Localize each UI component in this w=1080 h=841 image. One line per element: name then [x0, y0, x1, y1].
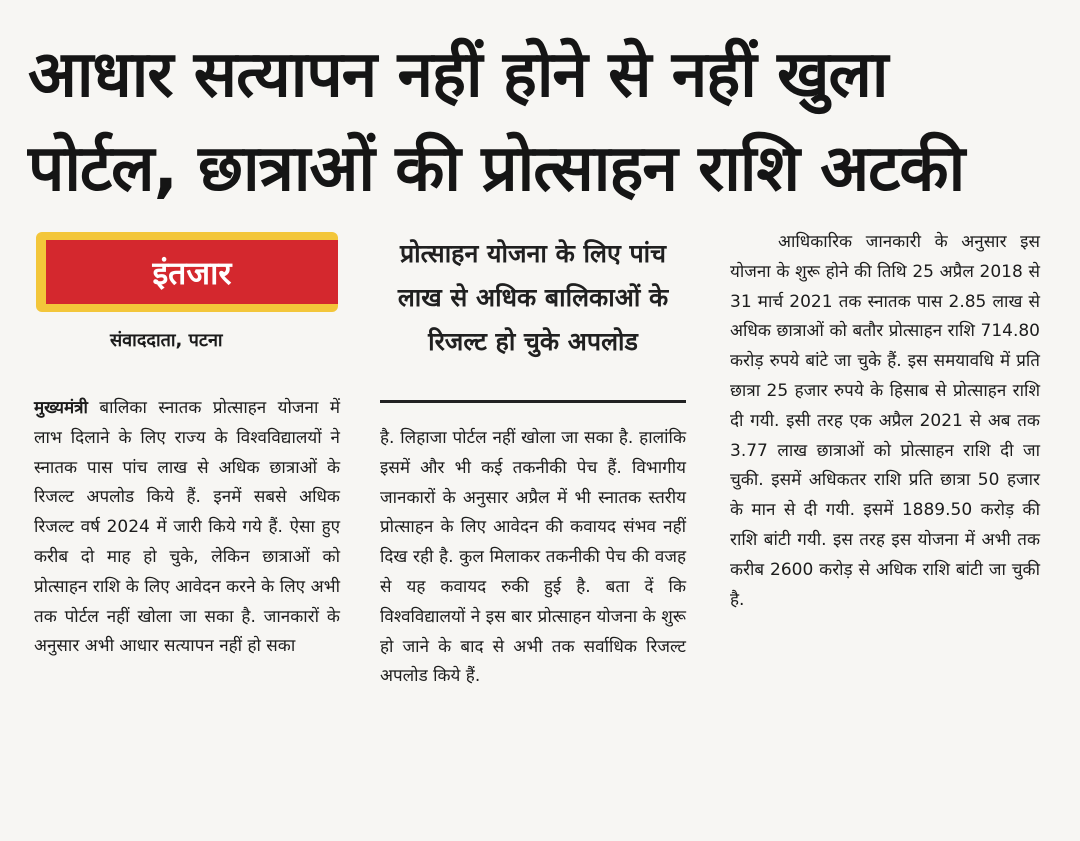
headline-line-1: आधार सत्यापन नहीं होने से नहीं खुला [28, 38, 888, 112]
byline: संवाददाता, पटना [110, 330, 223, 351]
article-column-2 [380, 424, 686, 692]
section-tag: इंतजार [46, 240, 338, 304]
column-3-text: आधिकारिक जानकारी के अनुसार इस योजना के शुरू होने की तिथि 25 अप्रैल 2018 से 31 मार्च 2021 तक स्नातक पास 2.85 लाख से अधिक छात्राओं को बतौर प्रोत्साहन राशि 714.80 करोड़ रुपये बांटे जा चुके हैं. इस समयावधि में प्रति छात्रा 25 हजार रुपये के हिसाब से प्रोत्साहन राशि दी गयी. इसी तरह एक अप्रैल 2021 से अब तक 3.77 लाख छात्राओं को प्रोत्साहन राशि दी जा चुकी. इसमें अधिकतर राशि प्रति छात्रा 50 हजार के मान से दी गयी. इसमें 1889.50 करोड़ की राशि बांटी गयी. इस तरह इस योजना में अभी तक करीब 2600 करोड़ से अधिक राशि बांटी जा चुकी है. [730, 232, 1040, 610]
deck-subheadline: प्रोत्साहन योजना के लिए पांच लाख से अधिक बालिकाओं के रिजल्ट हो चुके अपलोड [397, 239, 669, 356]
headline-line-2: पोर्टल, छात्राओं की प्रोत्साहन राशि अटकी [28, 132, 965, 206]
deck-divider [380, 400, 686, 403]
article-column-1 [34, 394, 340, 662]
headline [28, 28, 1058, 216]
column-1-text: बालिका स्नातक प्रोत्साहन योजना में लाभ दिलाने के लिए राज्य के विश्वविद्यालयों ने स्नातक पास पांच लाख से अधिक छात्राओं के रिजल्ट अपलोड किये हैं. इनमें सबसे अधिक रिजल्ट वर्ष 2024 में जारी किये गये हैं. ऐसा हुए करीब दो माह हो चुके, लेकिन छात्राओं को प्रोत्साहन राशि के लिए आवेदन करने के लिए अभी तक पोर्टल नहीं खोला जा सका है. जानकारों के अनुसार अभी आधार सत्यापन नहीं हो सका [34, 398, 340, 657]
lead-word: मुख्यमंत्री [34, 398, 88, 418]
article-column-3 [730, 228, 1040, 615]
column-2-text: है. लिहाजा पोर्टल नहीं खोला जा सका है. हालांकि इसमें और भी कई तकनीकी पेच हैं. विभागीय जानकारों के अनुसार अप्रैल में भी स्नातक स्तरीय प्रोत्साहन के लिए आवेदन की कवायद संभव नहीं दिख रही है. कुल मिलाकर तकनीकी पेच की वजह से यह कवायद रुकी हुई है. बता दें कि विश्वविद्यालयों ने इस बार प्रोत्साहन योजना के शुरू हो जाने के बाद से अभी तक सर्वाधिक रिजल्ट अपलोड किये हैं. [380, 428, 686, 687]
